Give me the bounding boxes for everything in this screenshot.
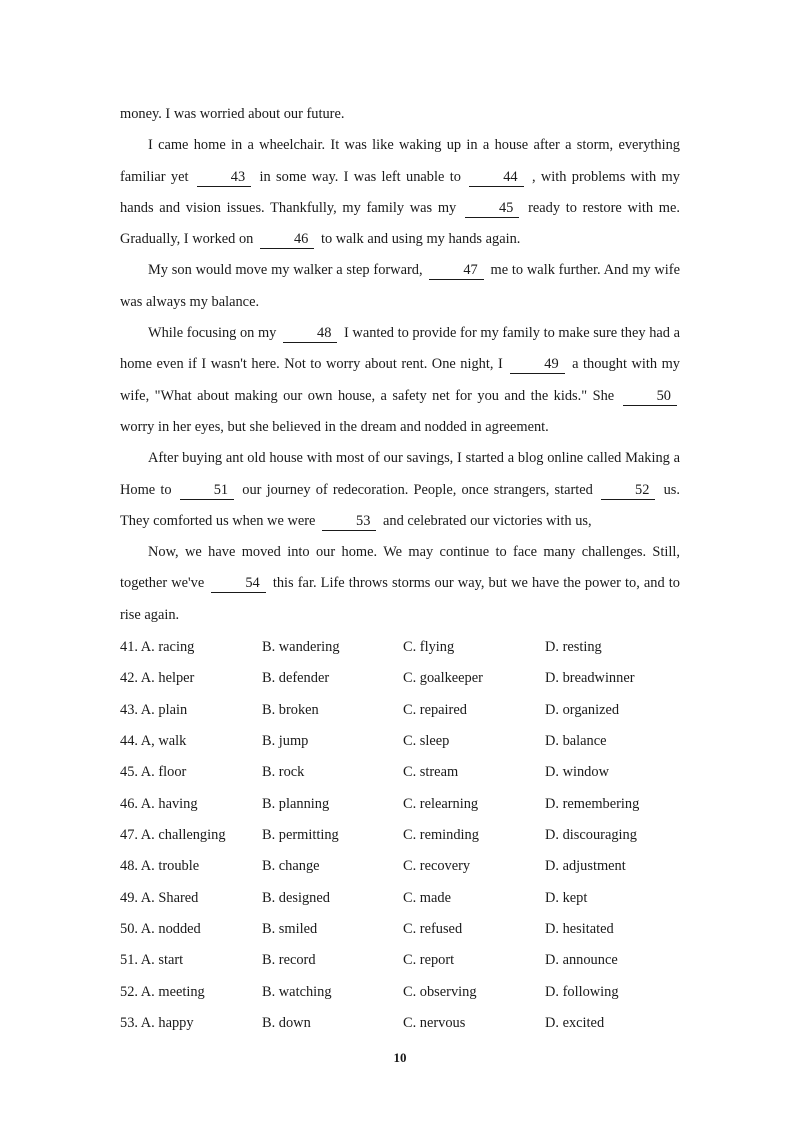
passage-text: us. They comforted us when we were xyxy=(120,481,680,529)
option-choice: B. wandering xyxy=(262,639,340,655)
blank-47: 47 xyxy=(429,262,483,280)
blank-44: 44 xyxy=(469,169,523,187)
passage-paragraph xyxy=(120,443,680,537)
option-choice: D. following xyxy=(545,983,619,1000)
passage-text: After buying ant old house with most of our savings, I started a blog online called Making a Home to xyxy=(120,450,680,498)
option-row xyxy=(120,757,700,788)
blank-49: 49 xyxy=(510,356,564,374)
option-row xyxy=(120,1008,700,1039)
option-choice: 45. A. floor xyxy=(120,764,187,781)
passage-text: a thought with my wife, "What about making our own house, a safety net for you and the kids." She xyxy=(120,356,680,404)
option-row xyxy=(120,977,700,1008)
blank-51: 51 xyxy=(180,482,234,500)
option-row xyxy=(120,695,700,726)
option-choice: 52. A. meeting xyxy=(120,983,205,1000)
passage-text: our journey of redecoration. People, once strangers, started xyxy=(242,481,593,498)
option-choice: B. smiled xyxy=(262,921,318,938)
option-choice: 41. A. racing xyxy=(120,639,195,655)
option-choice: D. organized xyxy=(545,701,620,718)
passage-text: ready to restore with me. Gradually, I worked on xyxy=(120,199,680,248)
option-choice: C. stream xyxy=(403,764,459,781)
option-choice: 50. A. nodded xyxy=(120,921,201,938)
option-choice: B. record xyxy=(262,952,316,969)
option-row xyxy=(120,883,700,914)
option-choice: 47. A. challenging xyxy=(120,827,226,844)
passage-text: My son would move my walker a step forward, xyxy=(148,262,423,279)
passage-text: worry in her eyes, but she believed in the dream and nodded in agreement. xyxy=(120,418,549,435)
option-choice: D. announce xyxy=(545,952,618,969)
blank-48: 48 xyxy=(283,325,337,343)
option-choice: 46. A. having xyxy=(120,795,198,812)
option-choice: D. hesitated xyxy=(545,921,614,938)
blank-46: 46 xyxy=(260,231,314,249)
option-choice: D. kept xyxy=(545,889,588,906)
blank-52: 52 xyxy=(601,482,655,500)
option-choice: 44. A, walk xyxy=(120,733,187,750)
option-row xyxy=(120,789,700,820)
passage-paragraph xyxy=(120,318,680,443)
passage-text: money. I was worried about our future. xyxy=(120,106,345,122)
passage-text: While focusing on my xyxy=(148,325,277,342)
option-row xyxy=(120,945,700,976)
option-choice: B. jump xyxy=(262,733,309,750)
option-choice: 49. A. Shared xyxy=(120,889,199,906)
blank-53: 53 xyxy=(322,513,376,531)
option-choice: C. observing xyxy=(403,983,477,1000)
option-choice: B. permitting xyxy=(262,827,339,844)
option-choice: D. balance xyxy=(545,733,607,750)
option-choice: B. down xyxy=(262,1015,311,1032)
option-choice: B. change xyxy=(262,858,320,875)
option-choice: C. made xyxy=(403,889,451,906)
option-choice: C. repaired xyxy=(403,701,467,718)
option-choice: B. defender xyxy=(262,670,330,687)
option-choice: 51. A. start xyxy=(120,952,184,969)
option-choice: B. designed xyxy=(262,889,330,906)
blank-43: 43 xyxy=(197,169,251,187)
option-choice: C. refused xyxy=(403,921,463,938)
option-choice: D. excited xyxy=(545,1015,605,1032)
option-choice: B. rock xyxy=(262,764,305,781)
blank-54: 54 xyxy=(211,575,265,593)
option-row xyxy=(120,726,700,757)
passage-text: to walk and using my hands again. xyxy=(320,231,521,248)
option-row xyxy=(120,914,700,945)
page-number: 10 xyxy=(393,1050,407,1065)
option-choice: C. reminding xyxy=(403,827,479,844)
passage-text: and celebrated our victories with us, xyxy=(383,512,592,529)
blank-50: 50 xyxy=(623,388,677,406)
option-choice: D. window xyxy=(545,764,609,781)
option-choice: D. adjustment xyxy=(545,858,626,875)
passage-paragraph xyxy=(120,255,680,318)
option-choice: C. relearning xyxy=(403,795,479,812)
passage-text: me to walk further. And my wife was always my balance. xyxy=(120,262,680,310)
option-choice: D. breadwinner xyxy=(545,670,635,687)
passage-text: I came home in a wheelchair. It was like waking up in a house after a storm, everything familiar yet xyxy=(120,137,680,185)
passage-text: I wanted to provide for my family to make sure they had a home even if I wasn't here. Not to worry about rent. One night, I xyxy=(120,325,680,373)
passage-paragraph xyxy=(120,537,680,631)
option-choice: C. report xyxy=(403,952,455,969)
option-row xyxy=(120,632,700,663)
option-choice: 48. A. trouble xyxy=(120,858,200,875)
option-choice: 53. A. happy xyxy=(120,1015,194,1032)
cloze-passage xyxy=(120,99,680,631)
answer-options xyxy=(120,632,700,1039)
option-choice: C. goalkeeper xyxy=(403,670,483,687)
option-choice: C. nervous xyxy=(403,1015,466,1032)
passage-text: , with problems with my hands and vision issues. Thankfully, my family was my xyxy=(120,168,680,216)
option-row xyxy=(120,663,700,694)
option-choice: B. watching xyxy=(262,983,332,1000)
option-choice: C. sleep xyxy=(403,733,450,750)
option-choice: C. flying xyxy=(403,639,455,655)
option-choice: C. recovery xyxy=(403,858,471,875)
blank-45: 45 xyxy=(465,200,519,218)
option-choice: D. remembering xyxy=(545,795,640,812)
option-choice: D. discouraging xyxy=(545,827,637,844)
option-choice: 42. A. helper xyxy=(120,670,195,687)
option-choice: D. resting xyxy=(545,639,602,655)
passage-text: in some way. I was left unable to xyxy=(259,168,461,185)
option-choice: 43. A. plain xyxy=(120,701,188,718)
option-row xyxy=(120,820,700,851)
passage-paragraph xyxy=(120,99,680,130)
option-choice: B. planning xyxy=(262,795,330,812)
passage-text: this far. Life throws storms our way, but we have the power to, and to rise again. xyxy=(120,575,680,623)
passage-text: Now, we have moved into our home. We may continue to face many challenges. Still, together we've xyxy=(120,544,680,592)
option-row xyxy=(120,851,700,882)
passage-paragraph xyxy=(120,130,680,255)
option-choice: B. broken xyxy=(262,701,319,718)
